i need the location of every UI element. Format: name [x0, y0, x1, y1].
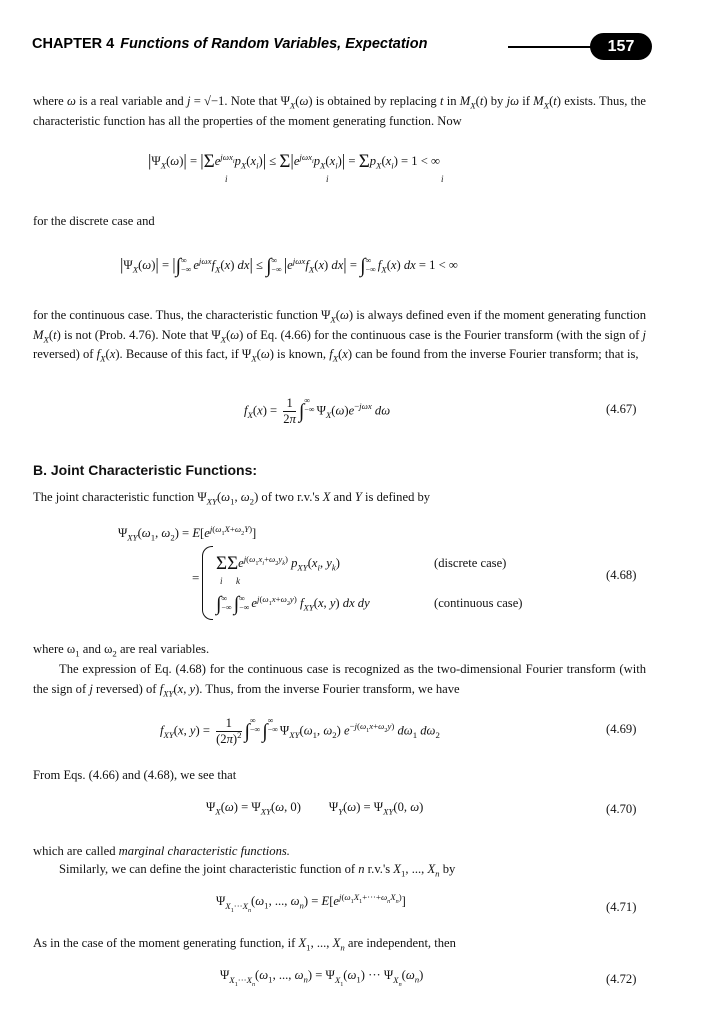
- eq-4-69: $f_{XY}(x$, y) = $\frac{1}{(2\pi)^2}$ ∫∞ −∞ ∫∞ −∞ $\Psi_{XY}(\omega_1$, $\omega_2$) $e^{-j(\omega_1x+\omega_2y)}$ $d\omega_1$ $d\omega_2$: [160, 716, 440, 746]
- eq-4-70-number: (4.70): [606, 802, 637, 816]
- eq-4-68-continuous: ∫∞ −∞ ∫∞ −∞ $e^{j(\omega_1x+\omega_2y)}$ $f_{XY}(x$, y) dx dy: [216, 593, 370, 615]
- eq-4-69-number: (4.69): [606, 722, 637, 736]
- discrete-case-label: (discrete case): [434, 556, 507, 570]
- eq-4-68-number: (4.68): [606, 568, 637, 582]
- where-omega: where $\omega_1$ and $\omega_2$ are real variables.: [33, 642, 210, 659]
- eq-discrete: $|\Psi_X(\omega)| = |\Sigma e^{j\omega x_i}p_X(x_i)| \le \Sigma|e^{j\omega x_i}p_X(x_i)| = \Sigma p_X(x_i) = 1$ < ∞: [148, 151, 440, 172]
- header-rule: [508, 46, 598, 48]
- from-eqs: From Eqs. (4.66) and (4.68), we see that: [33, 768, 237, 782]
- eq-4-67-number: (4.67): [606, 402, 637, 416]
- independent-text: As in the case of the moment generating function, if $X_1$, ..., $X_n$ are independent, then: [33, 936, 456, 953]
- para-expression: The expression of Eq. (4.68) for the continuous case is recognized as the two-dimensional Fourier transform (with the sign of j reversed) of $f_{XY}(x$, y). Thus, from the inverse Fourier transform, we have: [33, 662, 646, 699]
- para-joint: The joint characteristic function $\Psi_{XY}(\omega_1$, $\omega_2$) of two r.v.'s X and Y is defined by: [33, 490, 431, 507]
- running-header: [32, 36, 427, 52]
- para-intro: where ω is a real variable and j = √−1. Note that $\Psi_X(\omega)$ is obtained by replacing t in $M_X(t)$ by jω if $M_X(t)$ exists. Thus, the characteristic function has all the properties of the moment generating function. Now: [33, 94, 646, 128]
- chapter-label: CHAPTER 4: [32, 36, 115, 52]
- eq-4-68-brace: [202, 546, 213, 620]
- eq-4-71-number: (4.71): [606, 900, 637, 914]
- eq-4-70: $\Psi_X(\omega) = \Psi_{XY}(\omega$, 0) $\Psi_Y(\omega) = \Psi_{XY}(0$, ω): [206, 800, 424, 817]
- eq-4-68-equals: =: [192, 570, 200, 585]
- continuous-case-label: (continuous case): [434, 596, 523, 610]
- marginal-text: which are called marginal characteristic functions.: [33, 844, 290, 858]
- eq-4-67: $f_X(x)$ = $\frac{1}{2\pi}$ ∫∞ −∞ $\Psi_X(\omega)e^{-j\omega x}$ dω: [244, 396, 391, 426]
- similarly-text: Similarly, we can define the joint characteristic function of n r.v.'s $X_1$, ..., $X_n$ by: [59, 862, 456, 879]
- eq-4-72-number: (4.72): [606, 972, 637, 986]
- para-continuous: for the continuous case. Thus, the characteristic function $\Psi_X(\omega)$ is always defined even if the moment generating function $M_X(t)$ is not (Prob. 4.76). Note that $\Psi_X(\omega)$ of Eq. (4.66) for the continuous case is the Fourier transform (with the sign of j reversed) of $f_X(x)$. Because of this fact, if $\Psi_X(\omega)$ is known, $f_X(x)$ can be found from the inverse Fourier transform; that is,: [33, 308, 646, 364]
- eq-continuous: $|\Psi_X(\omega)|$ = |∫∞ −∞ $e^{j\omega x}f_X(x) dx|$ ≤ ∫∞ −∞ $|e^{j\omega x}f_X(x) dx|$ = ∫∞ −∞ $f_X(x)$ dx = 1 < ∞: [120, 255, 458, 277]
- chapter-title: Functions of Random Variables, Expectation: [120, 36, 428, 52]
- eq-4-72: $\Psi_{X_1\cdot\cdot\cdot X_n}(\omega_1$, ..., $\omega_n) = \Psi_{X_1}(\omega_1)$ ··· $\Psi_{X_n}(\omega_n)$: [220, 968, 424, 988]
- eq-4-68-line1: $\Psi_{XY}(\omega_1$, $\omega_2) = E[e^{j(\omega_1X+\omega_2Y)}]$: [118, 523, 257, 543]
- page-number: 157: [590, 33, 652, 60]
- eq-4-68-discrete: ΣΣe$^{j(\omega_1x_i+\omega_2y_k)}$ $p_{XY}(x_i$, $y_k$): [216, 553, 340, 574]
- text-discrete: for the discrete case and: [33, 214, 155, 228]
- section-heading: B. Joint Characteristic Functions:: [33, 462, 258, 478]
- eq-4-71: $\Psi_{X_1\cdot\cdot\cdot X_n}(\omega_1$, ..., $\omega_n) = E[e^{j(\omega_1X_1+\cdot\cdot\cdot+\omega_nX_n)}]$: [216, 891, 406, 914]
